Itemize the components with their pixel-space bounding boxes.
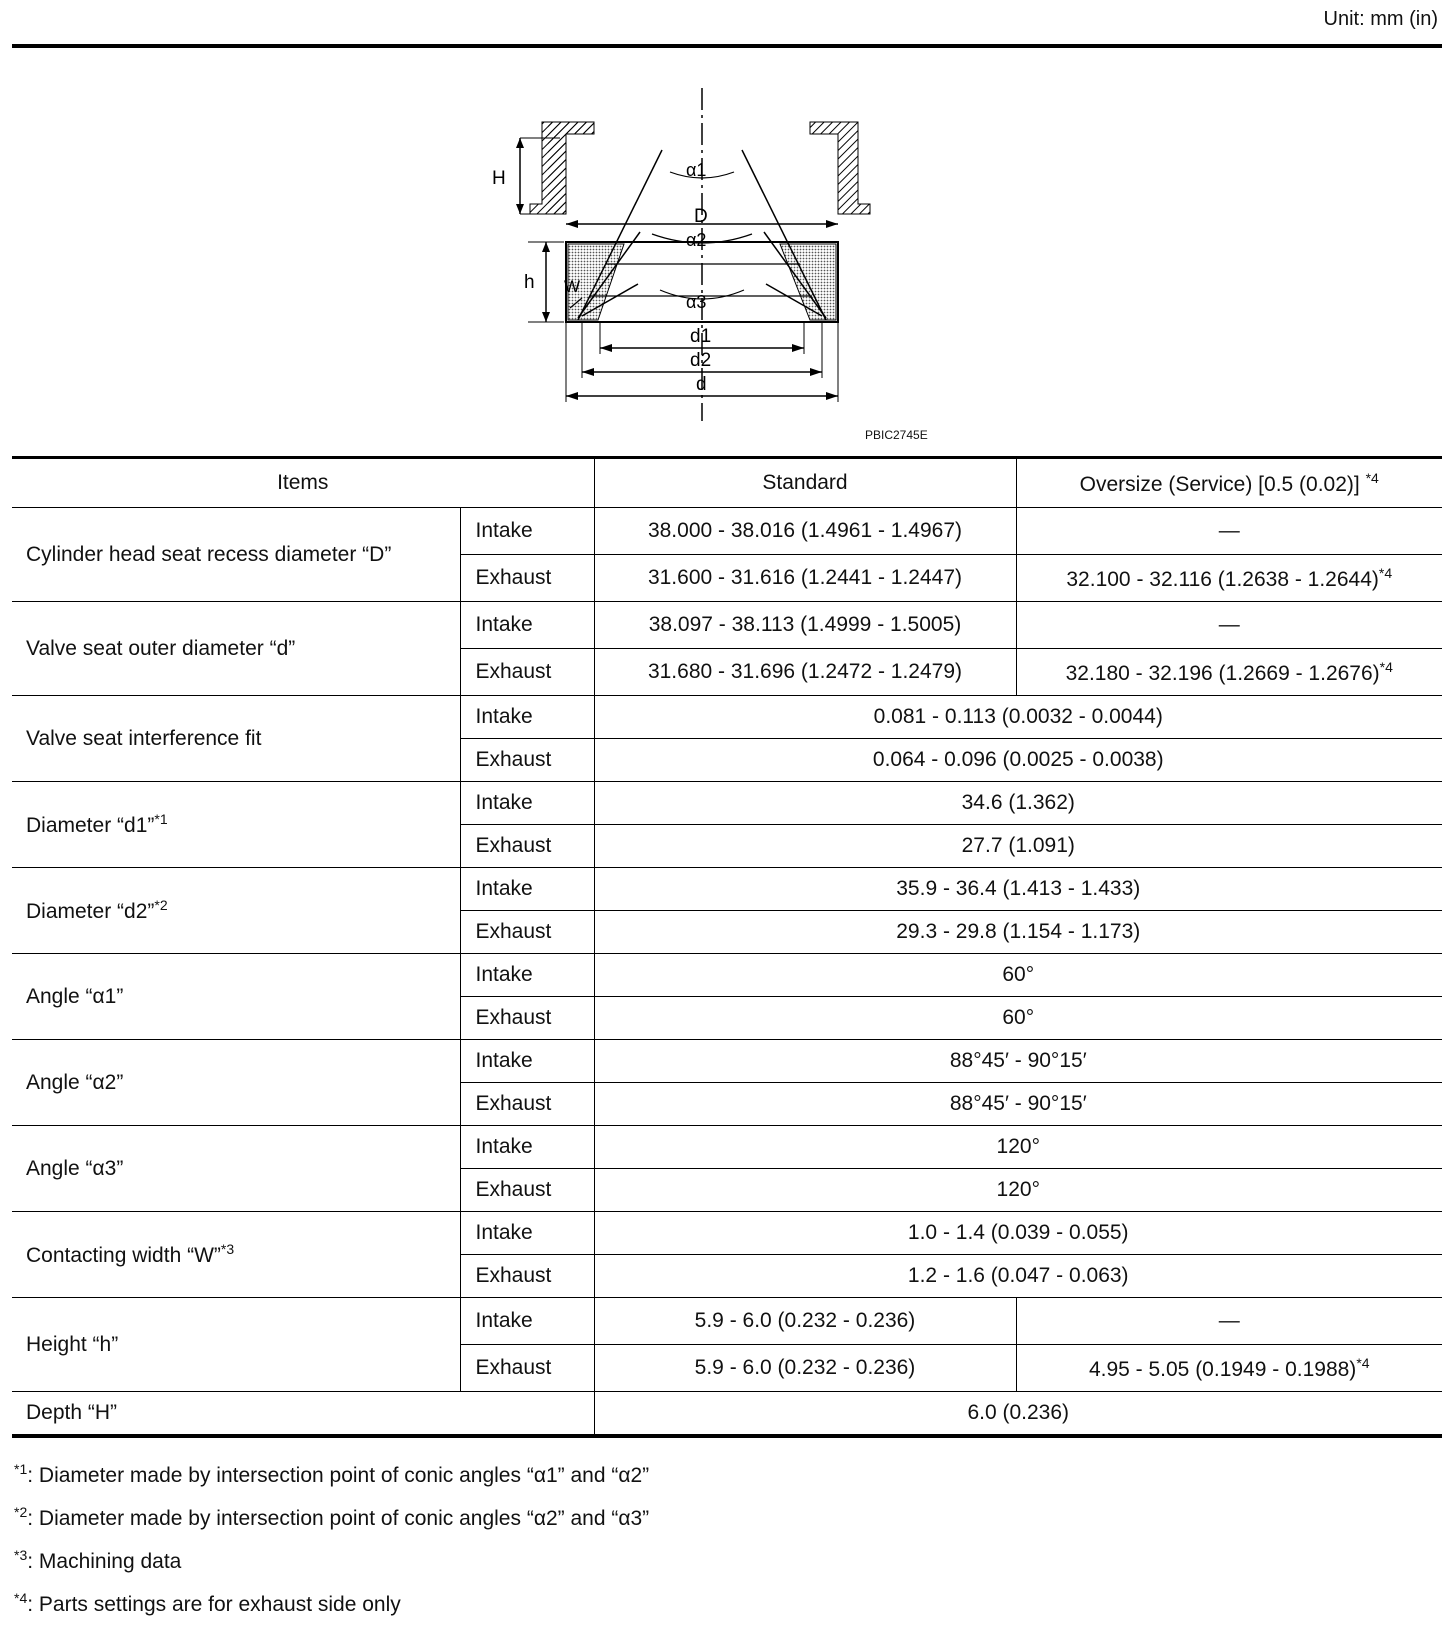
value-cell: 60° <box>594 954 1442 997</box>
intake-label: Intake <box>460 1298 594 1345</box>
row-label: Angle “α3” <box>12 1126 460 1212</box>
intake-label: Intake <box>460 868 594 911</box>
value-cell: — <box>1016 602 1442 649</box>
value-cell: 4.95 - 5.05 (0.1949 - 0.1988)$^{*4}$ <box>1016 1345 1442 1392</box>
value-cell: 31.680 - 31.696 (1.2472 - 1.2479) <box>594 649 1016 696</box>
valve-seat-drawing <box>492 86 940 446</box>
value-cell: 6.0 (0.236) <box>594 1392 1442 1437</box>
intake-label: Intake <box>460 954 594 997</box>
intake-label: Intake <box>460 1040 594 1083</box>
footnote-2: $^{*2}$: Diameter made by intersection point of conic angles “α2” and “α3” <box>14 1504 650 1530</box>
value-cell: — <box>1016 1298 1442 1345</box>
label-d1: d1 <box>690 326 712 347</box>
exhaust-label: Exhaust <box>460 1255 594 1298</box>
value-cell: 32.180 - 32.196 (1.2669 - 1.2676)$^{*4}$ <box>1016 649 1442 696</box>
exhaust-label: Exhaust <box>460 739 594 782</box>
label-a2: α2 <box>686 230 707 250</box>
footnote-4: $^{*4}$: Parts settings are for exhaust side only <box>14 1590 401 1616</box>
value-cell: 32.100 - 32.116 (1.2638 - 1.2644)$^{*4}$ <box>1016 555 1442 602</box>
intake-label: Intake <box>460 508 594 555</box>
row-label: Contacting width “W”$^{*3}$ <box>12 1212 460 1298</box>
value-cell: 34.6 (1.362) <box>594 782 1442 825</box>
exhaust-label: Exhaust <box>460 997 594 1040</box>
table-row <box>12 602 1442 649</box>
value-cell: 0.081 - 0.113 (0.0032 - 0.0044) <box>594 696 1442 739</box>
unit-label: Unit: mm (in) <box>1323 8 1438 30</box>
value-cell: 5.9 - 6.0 (0.232 - 0.236) <box>594 1345 1016 1392</box>
row-label: Angle “α2” <box>12 1040 460 1126</box>
exhaust-label: Exhaust <box>460 911 594 954</box>
row-label: Valve seat interference fit <box>12 696 460 782</box>
table-row <box>12 782 1442 825</box>
table-row <box>12 508 1442 555</box>
value-cell: 27.7 (1.091) <box>594 825 1442 868</box>
table-row <box>12 1212 1442 1255</box>
label-D: D <box>694 206 708 227</box>
value-cell: 38.097 - 38.113 (1.4999 - 1.5005) <box>594 602 1016 649</box>
label-a3: α3 <box>686 292 707 312</box>
label-h: h <box>524 272 535 293</box>
header-row <box>12 458 1442 508</box>
row-label: Angle “α1” <box>12 954 460 1040</box>
value-cell: 1.0 - 1.4 (0.039 - 0.055) <box>594 1212 1442 1255</box>
table-row <box>12 954 1442 997</box>
table-row <box>12 1392 1442 1437</box>
value-cell: 5.9 - 6.0 (0.232 - 0.236) <box>594 1298 1016 1345</box>
table-row <box>12 696 1442 739</box>
intake-label: Intake <box>460 1212 594 1255</box>
table-row <box>12 1298 1442 1345</box>
label-a1: α1 <box>686 160 707 180</box>
valve-seat-diagram <box>492 86 940 446</box>
value-cell: 35.9 - 36.4 (1.413 - 1.433) <box>594 868 1442 911</box>
table-row <box>12 868 1442 911</box>
table-row <box>12 1126 1442 1169</box>
label-W: W <box>564 277 581 296</box>
exhaust-label: Exhaust <box>460 825 594 868</box>
intake-label: Intake <box>460 696 594 739</box>
value-cell: 120° <box>594 1126 1442 1169</box>
value-cell: 120° <box>594 1169 1442 1212</box>
row-label: Cylinder head seat recess diameter “D” <box>12 508 460 602</box>
header-standard: Standard <box>594 458 1016 508</box>
footnotes <box>14 1448 649 1620</box>
top-rule <box>12 44 1442 48</box>
value-cell: 88°45′ - 90°15′ <box>594 1040 1442 1083</box>
row-label: Depth “H” <box>12 1392 594 1437</box>
intake-label: Intake <box>460 782 594 825</box>
row-label: Height “h” <box>12 1298 460 1392</box>
intake-label: Intake <box>460 1126 594 1169</box>
exhaust-label: Exhaust <box>460 1169 594 1212</box>
exhaust-label: Exhaust <box>460 1083 594 1126</box>
intake-label: Intake <box>460 602 594 649</box>
row-label: Valve seat outer diameter “d” <box>12 602 460 696</box>
row-label: Diameter “d1”$^{*1}$ <box>12 782 460 868</box>
label-H: H <box>492 168 506 189</box>
exhaust-label: Exhaust <box>460 555 594 602</box>
value-cell: 31.600 - 31.616 (1.2441 - 1.2447) <box>594 555 1016 602</box>
value-cell: 29.3 - 29.8 (1.154 - 1.173) <box>594 911 1442 954</box>
header-items: Items <box>12 458 594 508</box>
exhaust-label: Exhaust <box>460 1345 594 1392</box>
value-cell: 1.2 - 1.6 (0.047 - 0.063) <box>594 1255 1442 1298</box>
header-oversize: Oversize (Service) [0.5 (0.02)] $^{*4}$ <box>1016 458 1442 508</box>
table-row <box>12 1040 1442 1083</box>
figure-code: PBIC2745E <box>865 428 928 442</box>
label-d2: d2 <box>690 350 712 371</box>
value-cell: 60° <box>594 997 1442 1040</box>
exhaust-label: Exhaust <box>460 649 594 696</box>
footnote-1: $^{*1}$: Diameter made by intersection point of conic angles “α1” and “α2” <box>14 1461 650 1487</box>
row-label: Diameter “d2”$^{*2}$ <box>12 868 460 954</box>
value-cell: 0.064 - 0.096 (0.0025 - 0.0038) <box>594 739 1442 782</box>
label-d: d <box>696 374 707 395</box>
value-cell: — <box>1016 508 1442 555</box>
valve-seat-spec-table <box>12 456 1442 1438</box>
value-cell: 38.000 - 38.016 (1.4961 - 1.4967) <box>594 508 1016 555</box>
value-cell: 88°45′ - 90°15′ <box>594 1083 1442 1126</box>
footnote-3: $^{*3}$: Machining data <box>14 1547 182 1573</box>
